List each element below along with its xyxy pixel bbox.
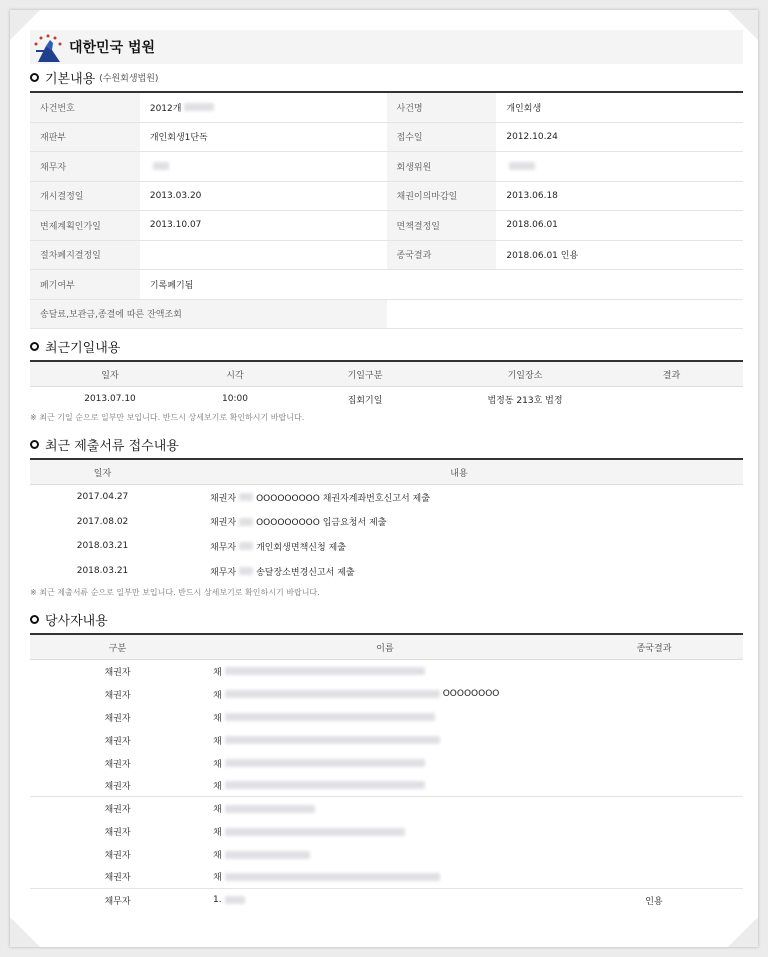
party-type: 채권자 <box>104 713 131 724</box>
party-name <box>205 866 565 888</box>
field-value <box>496 270 743 299</box>
field-label: 종국결과 <box>387 241 497 270</box>
table-row <box>30 534 743 559</box>
court-header <box>30 30 743 64</box>
filing-content <box>175 534 743 559</box>
field-value-text: 2018.06.01 <box>506 220 558 231</box>
field-value-text: 개인회생 <box>506 103 542 114</box>
table-cell: 10:00 <box>222 394 248 405</box>
table-cell <box>600 387 743 412</box>
field-label: 사건명 <box>387 93 497 122</box>
field-value <box>496 182 743 211</box>
filing-party: 채권자 <box>210 518 237 529</box>
section-title-hearings <box>30 337 120 356</box>
table-row <box>30 774 743 797</box>
table-row <box>30 843 743 866</box>
party-result <box>565 866 743 888</box>
redacted-text <box>225 851 310 859</box>
party-name-text: 채 <box>213 690 222 701</box>
redacted-text <box>239 493 253 501</box>
table-row <box>30 660 743 683</box>
table-cell: 집회기일 <box>347 395 383 406</box>
party-type: 채권자 <box>104 851 131 862</box>
table-row <box>30 93 743 123</box>
table-row <box>30 241 743 271</box>
party-result <box>565 843 743 866</box>
field-label: 채권이의마감일 <box>387 182 497 211</box>
field-label: 회생위원 <box>387 152 497 181</box>
party-type: 채권자 <box>104 828 131 839</box>
table-row <box>30 485 743 510</box>
parties-table <box>30 633 743 912</box>
party-name <box>205 729 565 752</box>
party-type: 채권자 <box>104 759 131 770</box>
redacted-text <box>225 873 440 881</box>
party-type: 채권자 <box>104 781 131 792</box>
field-value <box>140 93 387 122</box>
table-row <box>30 123 743 153</box>
field-value <box>496 152 743 181</box>
table-header <box>30 460 743 485</box>
table-cell: 2013.07.10 <box>84 394 136 405</box>
section-title-filings <box>30 435 179 454</box>
party-result <box>565 774 743 796</box>
table-row <box>30 300 743 330</box>
table-row <box>30 182 743 212</box>
page-corner-fold <box>728 917 758 947</box>
party-type: 채권자 <box>104 736 131 747</box>
section-title-basic <box>30 68 158 87</box>
column-header: 시각 <box>226 370 244 381</box>
field-label: 면책결정일 <box>387 211 497 240</box>
field-value-text: 2018.06.01 인용 <box>506 251 579 262</box>
field-label: 절차폐지결정일 <box>30 241 140 270</box>
party-type: 채권자 <box>104 873 131 884</box>
party-name <box>205 660 565 683</box>
section-title-parties <box>30 610 108 629</box>
party-name <box>205 683 565 706</box>
party-type: 채권자 <box>104 690 131 701</box>
party-name-text: 채 <box>213 851 222 862</box>
filing-text: 송달장소변경신고서 제출 <box>256 567 355 578</box>
party-name-text: 1. <box>213 895 222 906</box>
table-row <box>30 152 743 182</box>
party-result <box>565 820 743 843</box>
table-row <box>30 559 743 584</box>
circle-bullet-icon <box>30 342 39 351</box>
redacted-text <box>225 896 245 904</box>
party-name <box>205 797 565 820</box>
table-row <box>30 211 743 241</box>
redacted-text <box>225 781 425 789</box>
field-value-text: 개인회생1단독 <box>149 133 208 144</box>
party-name-text: 채 <box>213 805 222 816</box>
filings-table <box>30 458 743 583</box>
field-value <box>140 182 387 211</box>
table-row <box>30 270 743 300</box>
field-value <box>140 211 387 240</box>
table-header <box>30 635 743 660</box>
redacted-text <box>225 713 435 721</box>
filing-content <box>175 485 743 510</box>
filing-date: 2018.03.21 <box>76 541 129 552</box>
circle-bullet-icon <box>30 615 39 624</box>
field-value <box>140 270 387 299</box>
table-row <box>30 752 743 775</box>
filing-date: 2018.03.21 <box>76 566 129 577</box>
party-name-text: 채 <box>213 873 222 884</box>
hearings-note: ※ 최근 기일 순으로 일부만 보입니다. 반드시 상세보기로 확인하시기 바랍니다. <box>30 413 305 422</box>
party-name <box>205 774 565 796</box>
field-value <box>496 123 743 152</box>
redacted-text <box>239 567 253 575</box>
field-value-text: 2012개 <box>149 103 182 114</box>
field-label: 변제계획인가일 <box>30 211 140 240</box>
field-label: 사건번호 <box>30 93 140 122</box>
party-result <box>565 683 743 706</box>
balance-inquiry-label: 송달료,보관금,종결에 따른 잔액조회 <box>30 300 387 329</box>
filings-note: ※ 최근 제출서류 순으로 일부만 보입니다. 반드시 상세보기로 확인하시기 바랍니다. <box>30 588 320 597</box>
redacted-text <box>239 542 253 550</box>
party-result: 인용 <box>645 896 663 907</box>
redacted-text <box>184 103 214 111</box>
table-row <box>30 706 743 729</box>
field-value-text: 기록폐기됨 <box>149 280 194 291</box>
field-value-text: 2013.10.07 <box>149 220 202 231</box>
section-title-text: 최근기일내용 <box>45 341 121 356</box>
column-header: 구분 <box>108 643 127 654</box>
filing-date: 2017.08.02 <box>76 516 129 527</box>
field-label <box>387 270 497 299</box>
field-value <box>140 152 387 181</box>
column-header: 기일장소 <box>507 370 543 381</box>
table-row <box>30 387 743 412</box>
party-name-text: 채 <box>213 759 222 770</box>
filing-party: 채권자 <box>210 493 237 504</box>
field-value <box>496 211 743 240</box>
field-label: 폐기여부 <box>30 270 140 299</box>
party-name-text: 채 <box>213 781 222 792</box>
column-header: 내용 <box>450 468 468 479</box>
filing-text: OOOOOOOOO 채권자계좌번호신고서 제출 <box>256 493 430 504</box>
field-label: 접수일 <box>387 123 497 152</box>
column-header: 종국결과 <box>636 643 672 654</box>
column-header: 일자 <box>93 468 112 479</box>
court-logo-icon <box>30 32 66 64</box>
redacted-text <box>509 162 535 170</box>
section-title-text: 당사자내용 <box>45 614 108 629</box>
party-name <box>205 706 565 729</box>
section-subtitle: (수원회생법원) <box>99 74 159 84</box>
filing-content <box>175 559 743 584</box>
filing-content <box>175 510 743 535</box>
party-result <box>565 706 743 729</box>
table-row <box>30 820 743 843</box>
table-row <box>30 866 743 889</box>
party-name-suffix: OOOOOOOO <box>442 689 500 700</box>
filing-text: 개인회생면책신청 제출 <box>256 542 346 553</box>
table-row <box>30 797 743 820</box>
table-header <box>30 362 743 387</box>
field-label: 채무자 <box>30 152 140 181</box>
column-header: 일자 <box>101 370 119 381</box>
field-value <box>496 241 743 270</box>
field-value-text: 2013.06.18 <box>506 190 558 201</box>
filing-party: 채무자 <box>210 567 237 578</box>
redacted-text <box>239 518 253 526</box>
field-value-text: 2013.03.20 <box>149 190 202 201</box>
field-value <box>140 241 387 270</box>
redacted-text <box>225 805 315 813</box>
circle-bullet-icon <box>30 73 39 82</box>
party-name <box>205 820 565 843</box>
field-label: 재판부 <box>30 123 140 152</box>
filing-party: 채무자 <box>210 542 237 553</box>
party-name <box>205 889 565 912</box>
table-row <box>30 683 743 706</box>
field-label: 개시결정일 <box>30 182 140 211</box>
party-type: 채권자 <box>104 667 131 678</box>
circle-bullet-icon <box>30 440 39 449</box>
court-name: 대한민국 법원 <box>69 40 156 56</box>
filing-date: 2017.04.27 <box>76 492 129 503</box>
section-title-text: 최근 제출서류 접수내용 <box>45 439 179 454</box>
page-corner-fold <box>10 917 40 947</box>
field-value-text: 2012.10.24 <box>506 131 558 142</box>
balance-inquiry-value <box>387 300 743 329</box>
redacted-text <box>225 759 425 767</box>
table-row <box>30 889 743 912</box>
column-header: 기일구분 <box>347 370 383 381</box>
table-row <box>30 510 743 535</box>
party-type: 채무자 <box>104 896 131 907</box>
redacted-text <box>225 736 440 744</box>
redacted-text <box>225 828 405 836</box>
party-name <box>205 752 565 775</box>
party-name-text: 채 <box>213 736 222 747</box>
redacted-text <box>153 162 169 170</box>
party-type: 채권자 <box>104 805 131 816</box>
field-value <box>496 93 743 122</box>
redacted-text <box>225 690 440 698</box>
filing-text: OOOOOOOOO 입금요청서 제출 <box>256 518 387 529</box>
section-title-text: 기본내용 <box>45 72 96 87</box>
redacted-text <box>225 667 425 675</box>
party-name-text: 채 <box>213 713 222 724</box>
party-name-text: 채 <box>213 667 222 678</box>
party-result <box>565 660 743 683</box>
party-name-text: 채 <box>213 828 222 839</box>
party-result <box>565 752 743 775</box>
table-row <box>30 729 743 752</box>
column-header: 결과 <box>662 370 681 381</box>
party-result <box>565 729 743 752</box>
table-cell: 법정동 213호 법정 <box>487 395 563 406</box>
column-header: 이름 <box>376 643 394 654</box>
party-name <box>205 843 565 866</box>
basic-info-table <box>30 91 743 329</box>
hearings-table <box>30 360 743 412</box>
party-result <box>565 797 743 820</box>
field-value <box>140 123 387 152</box>
